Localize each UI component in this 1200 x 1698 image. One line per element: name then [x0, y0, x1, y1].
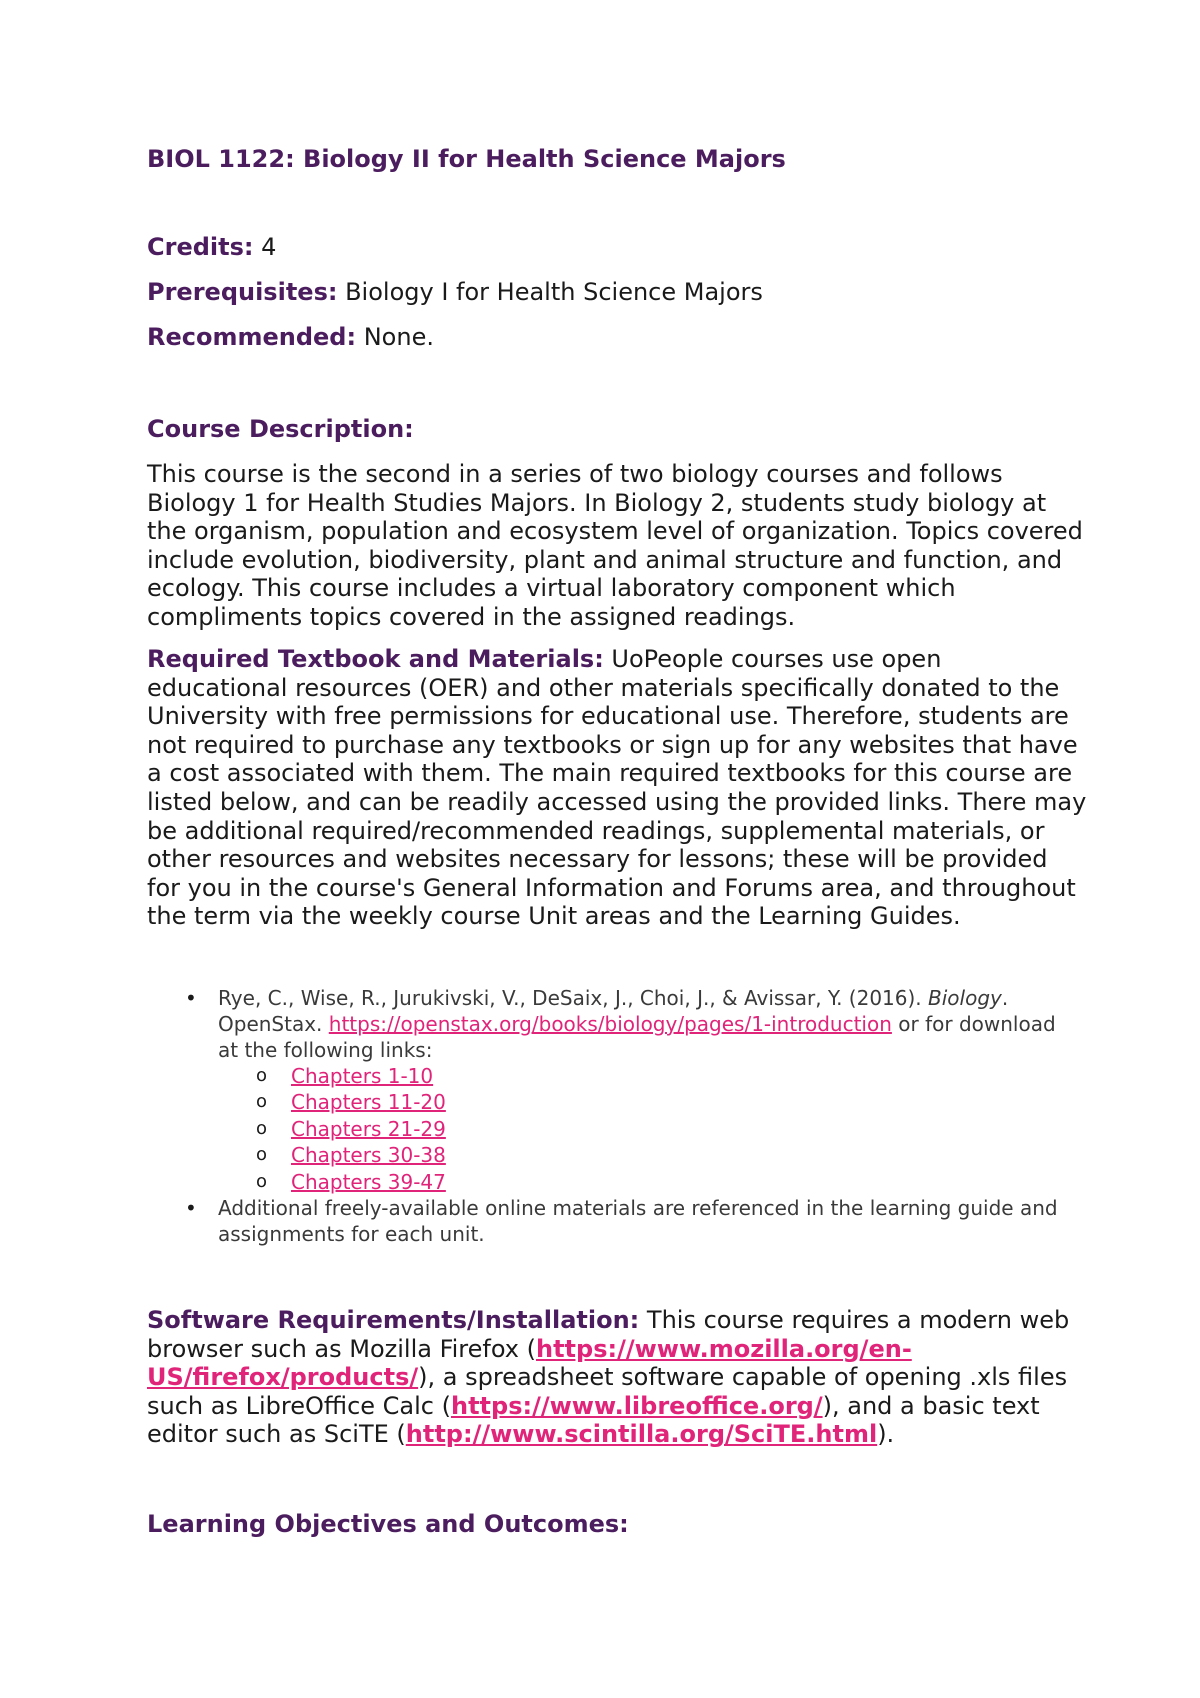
list-item [256, 1116, 1058, 1142]
course-title: BIOL 1122: Biology II for Health Science Majors [147, 145, 786, 173]
list-item [256, 1169, 1058, 1195]
textbook-heading: Required Textbook and Materials: [147, 645, 604, 673]
prerequisites-line [147, 277, 763, 307]
software-text-3: ), and a basic text editor such as SciTE ( [147, 1391, 1040, 1449]
scite-link[interactable]: http://www.scintilla.org/SciTE.html [405, 1420, 878, 1449]
chapters-list [218, 1063, 1058, 1195]
recommended-value: None. [356, 323, 434, 351]
bullet-icon: • [185, 1196, 197, 1221]
citation-authors: Rye, C., Wise, R., Jurukivski, V., DeSaix, J., Choi, J., & Avissar, Y. (2016). [218, 986, 922, 1010]
circle-bullet-icon: o [256, 1170, 268, 1192]
chapters-21-29-link[interactable]: Chapters 21-29 [291, 1116, 446, 1141]
credits-label: Credits: [147, 233, 254, 261]
chapters-30-38-link[interactable]: Chapters 30-38 [291, 1143, 446, 1168]
additional-materials-text: Additional freely-available online materials are referenced in the learning guide and assignments for each unit. [218, 1196, 1058, 1247]
list-item [256, 1089, 1058, 1115]
citation-tail: or for download at the following links: [218, 1012, 1056, 1062]
course-description-text: This course is the second in a series of two biology courses and follows Biology 1 for Health Studies Majors. In Biology 2, students study biology at the organism, population and ecosystem level of organization. Topics covered include evolution, biodiversity, plant and animal structure and function, and ecology. This course includes a virtual laboratory component which compliments topics covered in the assigned readings. [147, 460, 1083, 631]
course-description-heading: Course Description: [147, 415, 414, 443]
prerequisites-value: Biology I for Health Science Majors [337, 278, 763, 306]
recommended-label: Recommended: [147, 323, 357, 351]
credits-value: 4 [253, 233, 277, 261]
credits-line [147, 232, 276, 262]
libreoffice-link[interactable]: https://www.libreoffice.org/ [450, 1391, 823, 1420]
textbook-text: UoPeople courses use open educational resources (OER) and other materials specifically donated to the University with free permissions for educational use. Therefore, students are not required to purchase any textbooks or sign up for any websites that have a cost associated with them. The main required textbooks for this course are listed below, and can be readily accessed using the provided links. There may be additional required/recommended readings, supplemental materials, or other resources and websites necessary for lessons; these will be provided for you in the course's General Information and Forums area, and throughout the term via the weekly course Unit areas and the Learning Guides. [147, 645, 1087, 931]
list-item [185, 1195, 1058, 1247]
recommended-line [147, 322, 434, 352]
bullet-icon: • [185, 986, 197, 1010]
circle-bullet-icon: o [256, 1144, 268, 1166]
list-item [256, 1063, 1058, 1089]
chapters-11-20-link[interactable]: Chapters 11-20 [291, 1090, 446, 1115]
textbook-paragraph [147, 645, 1087, 931]
learning-objectives-heading: Learning Objectives and Outcomes: [147, 1510, 629, 1538]
citation-publisher: . OpenStax. [218, 986, 1009, 1036]
prerequisites-label: Prerequisites: [147, 278, 338, 306]
software-heading: Software Requirements/Installation: [147, 1306, 640, 1334]
circle-bullet-icon: o [256, 1065, 268, 1086]
software-text-2: ), a spreadsheet software capable of opening .xls files such as LibreOffice Calc ( [147, 1363, 1068, 1420]
materials-list [185, 985, 1058, 1247]
circle-bullet-icon: o [256, 1117, 268, 1139]
firefox-link[interactable]: https://www.mozilla.org/en-US/firefox/products/ [147, 1334, 912, 1392]
citation-title: Biology [928, 986, 1002, 1010]
software-paragraph [147, 1306, 1087, 1449]
chapters-1-10-link[interactable]: Chapters 1-10 [291, 1064, 434, 1088]
list-item [256, 1142, 1058, 1168]
software-text-4: ). [877, 1420, 895, 1449]
circle-bullet-icon: o [256, 1091, 268, 1113]
software-text-1: This course requires a modern web browser such as Mozilla Firefox ( [147, 1306, 1070, 1363]
chapters-39-47-link[interactable]: Chapters 39-47 [291, 1169, 446, 1194]
list-item [185, 985, 1058, 1195]
openstax-link[interactable]: https://openstax.org/books/biology/pages/1-introduction [328, 1012, 892, 1036]
